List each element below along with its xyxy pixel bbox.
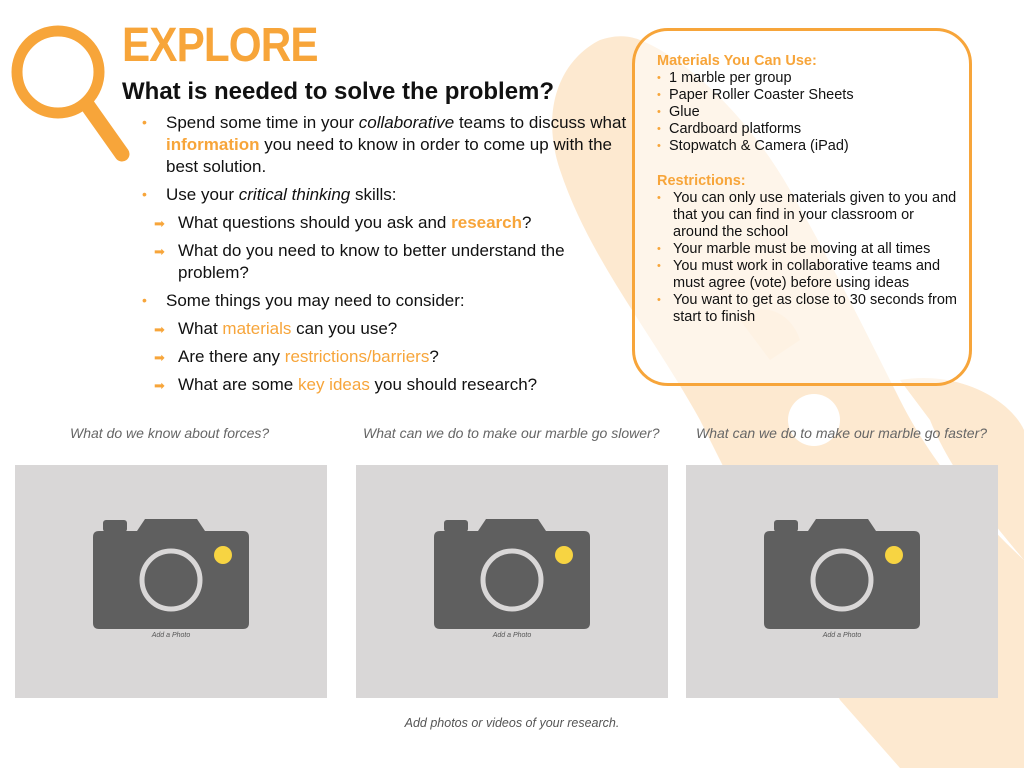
- arrow-bullet-icon: ➡: [154, 322, 165, 337]
- list-item: ➡ Are there any restrictions/barriers?: [140, 346, 630, 368]
- list-item: • You want to get as close to 30 seconds from start to finish: [657, 292, 957, 326]
- materials-heading: Materials You Can Use:: [657, 53, 817, 69]
- camera-icon: [764, 517, 920, 633]
- photo-caption-slower: What can we do to make our marble go slower?: [363, 425, 660, 441]
- list-item: • You can only use materials given to you and that you can find in your classroom or around the school: [657, 190, 957, 241]
- list-item: • Use your critical thinking skills:: [140, 184, 630, 206]
- camera-icon: [93, 517, 249, 633]
- footer-note: Add photos or videos of your research.: [404, 716, 620, 730]
- list-item: ➡ What materials can you use?: [140, 318, 630, 340]
- list-item: • 1 marble per group: [657, 70, 957, 87]
- list-item: ➡ What do you need to know to better understand the problem?: [154, 241, 565, 282]
- list-item: • Paper Roller Coaster Sheets: [657, 87, 957, 104]
- restrictions-heading: Restrictions:: [657, 173, 746, 189]
- list-item: • Spend some time in your collaborative teams to discuss what information you need to know in order to come up with the best solution.: [140, 112, 630, 178]
- magnifying-glass-icon: [6, 20, 132, 164]
- add-photo-label: Add a Photo: [151, 632, 191, 639]
- list-item: ➡ What questions should you ask and research?: [140, 212, 630, 234]
- photo-placeholder-slower[interactable]: [356, 465, 668, 698]
- arrow-bullet-icon: ➡: [154, 350, 165, 365]
- photo-caption-forces: What do we know about forces?: [70, 425, 270, 441]
- camera-icon: [434, 517, 590, 633]
- materials-panel: [632, 28, 972, 386]
- list-item: • Your marble must be moving at all times: [657, 241, 957, 258]
- photo-placeholder-forces[interactable]: [15, 465, 327, 698]
- list-item: • Some things you may need to consider:: [140, 290, 630, 312]
- page-subtitle: What is needed to solve the problem?: [122, 78, 555, 105]
- list-item: ➡ What are some key ideas you should research?: [140, 374, 630, 396]
- page-title: EXPLORE: [122, 19, 318, 72]
- add-photo-label: Add a Photo: [822, 632, 862, 639]
- photo-caption-faster: What can we do to make our marble go faster?: [696, 425, 988, 441]
- list-item: • Stopwatch & Camera (iPad): [657, 138, 957, 155]
- list-item: • You must work in collaborative teams and must agree (vote) before using ideas: [657, 258, 957, 292]
- arrow-bullet-icon: ➡: [154, 216, 165, 231]
- bullet-list: [140, 112, 630, 402]
- list-item: • Glue: [657, 104, 957, 121]
- list-item: • Cardboard platforms: [657, 121, 957, 138]
- add-photo-label: Add a Photo: [492, 632, 532, 639]
- arrow-bullet-icon: ➡: [154, 244, 165, 259]
- photo-placeholder-faster[interactable]: [686, 465, 998, 698]
- arrow-bullet-icon: ➡: [154, 378, 165, 393]
